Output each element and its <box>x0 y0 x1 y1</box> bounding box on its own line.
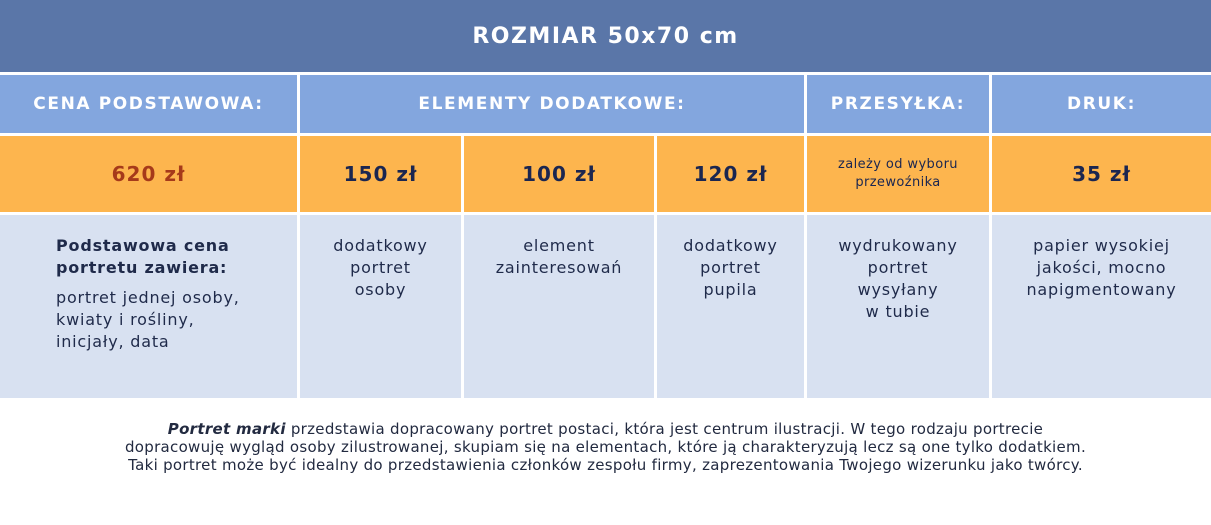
price-print: 35 zł <box>992 136 1211 212</box>
header-print: DRUK: <box>992 75 1211 133</box>
price-shipping <box>807 136 989 212</box>
footer-line-2: dopracowuję wygląd osoby zilustrowanej, skupiam się na elementach, które ją charakteryzują lecz są one tylko dodatkiem. <box>124 438 1087 456</box>
footer-brand: Portret marki <box>167 420 286 438</box>
desc-base <box>0 215 297 398</box>
footer-description <box>0 420 1211 474</box>
price-shipping-text: zależy od wyboru przewoźnika <box>838 157 958 190</box>
header-base-price: CENA PODSTAWOWA: <box>0 75 297 133</box>
price-extra-interests: 100 zł <box>464 136 654 212</box>
price-base: 620 zł <box>0 136 297 212</box>
header-extras: ELEMENTY DODATKOWE: <box>300 75 804 133</box>
desc-extra-interests <box>464 215 654 398</box>
footer-line-3: Taki portret może być idealny do przedstawienia członków zespołu firmy, zaprezentowania Twojego wizerunku jako twórcy. <box>128 456 1083 474</box>
desc-shipping-text: wydrukowany portret wysyłany w tubie <box>838 236 958 321</box>
desc-extra-portrait <box>300 215 461 398</box>
desc-print-text: papier wysokiej jakości, mocno napigmentowany <box>1026 236 1177 299</box>
footer-line-1-rest: przedstawia dopracowany portret postaci, która jest centrum ilustracji. W tego rodzaju portrecie <box>285 420 1044 438</box>
footer-line-1 <box>0 420 1211 438</box>
desc-extra-portrait-text: dodatkowy portret osoby <box>333 236 428 299</box>
desc-extra-pet-text: dodatkowy portret pupila <box>683 236 778 299</box>
desc-extra-pet <box>657 215 804 398</box>
desc-shipping <box>807 215 989 398</box>
header-shipping: PRZESYŁKA: <box>807 75 989 133</box>
desc-base-body: portret jednej osoby, kwiaty i rośliny, inicjały, data <box>56 288 240 351</box>
desc-print <box>992 215 1211 398</box>
desc-base-title: Podstawowa cena portretu zawiera: <box>56 236 230 277</box>
desc-extra-interests-text: element zainteresowań <box>495 236 623 277</box>
page-title: ROZMIAR 50x70 cm <box>0 0 1211 72</box>
price-extra-pet: 120 zł <box>657 136 804 212</box>
price-extra-portrait: 150 zł <box>300 136 461 212</box>
